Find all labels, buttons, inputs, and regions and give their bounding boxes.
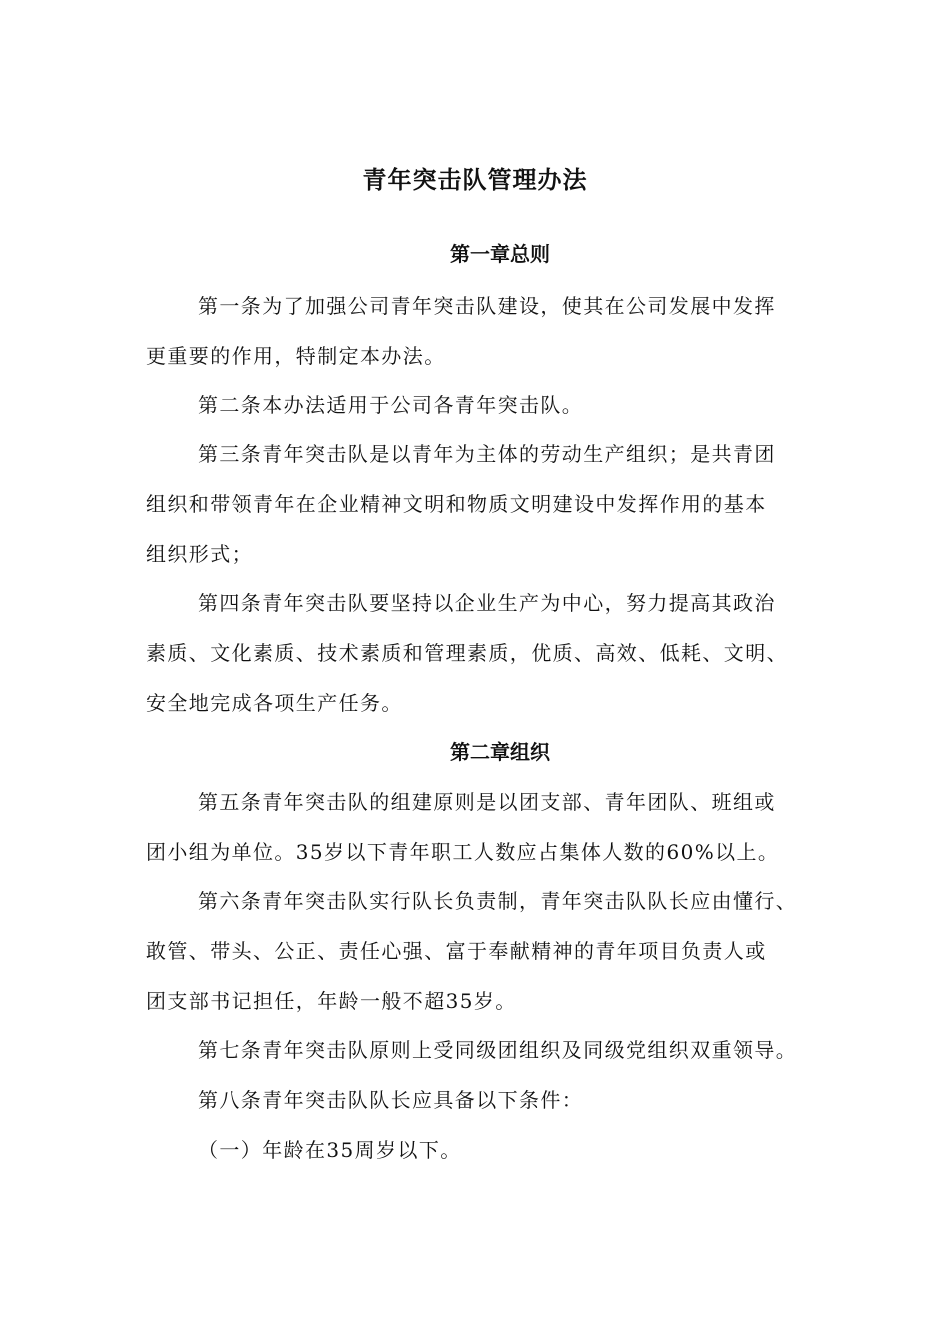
document-title: 青年突击队管理办法 — [362, 165, 588, 194]
chapter-heading-2: 第二章组织 — [450, 740, 550, 764]
article-6-line-1: 第六条青年突击队实行队长负责制，青年突击队队长应由懂行、 — [198, 889, 798, 913]
article-6-line-3: 团支部书记担任，年龄一般不超35岁。 — [146, 989, 517, 1013]
article-5-line-1: 第五条青年突击队的组建原则是以团支部、青年团队、班组或 — [198, 790, 776, 814]
article-4-line-1: 第四条青年突击队要坚持以企业生产为中心，努力提高其政治 — [198, 591, 776, 615]
article-3-line-1: 第三条青年突击队是以青年为主体的劳动生产组织；是共青团 — [198, 442, 776, 466]
article-3-line-2: 组织和带领青年在企业精神文明和物质文明建设中发挥作用的基本 — [146, 492, 767, 516]
article-1-line-1: 第一条为了加强公司青年突击队建设，使其在公司发展中发挥 — [198, 294, 776, 318]
article-3-line-3: 组织形式； — [146, 542, 253, 566]
article-1-line-2: 更重要的作用，特制定本办法。 — [146, 344, 446, 368]
article-4-line-3: 安全地完成各项生产任务。 — [146, 691, 403, 715]
item-1-line-1: （一）年龄在35周岁以下。 — [198, 1138, 462, 1162]
article-2-line-1: 第二条本办法适用于公司各青年突击队。 — [198, 393, 584, 417]
article-8-line-1: 第八条青年突击队队长应具备以下条件： — [198, 1088, 584, 1112]
article-6-line-2: 敢管、带头、公正、责任心强、富于奉献精神的青年项目负责人或 — [146, 939, 767, 963]
chapter-heading-1: 第一章总则 — [450, 242, 550, 266]
article-4-line-2: 素质、文化素质、技术素质和管理素质，优质、高效、低耗、文明、 — [146, 641, 788, 665]
article-5-line-2: 团小组为单位。35岁以下青年职工人数应占集体人数的60%以上。 — [146, 840, 780, 864]
article-7-line-1: 第七条青年突击队原则上受同级团组织及同级党组织双重领导。 — [198, 1038, 798, 1062]
